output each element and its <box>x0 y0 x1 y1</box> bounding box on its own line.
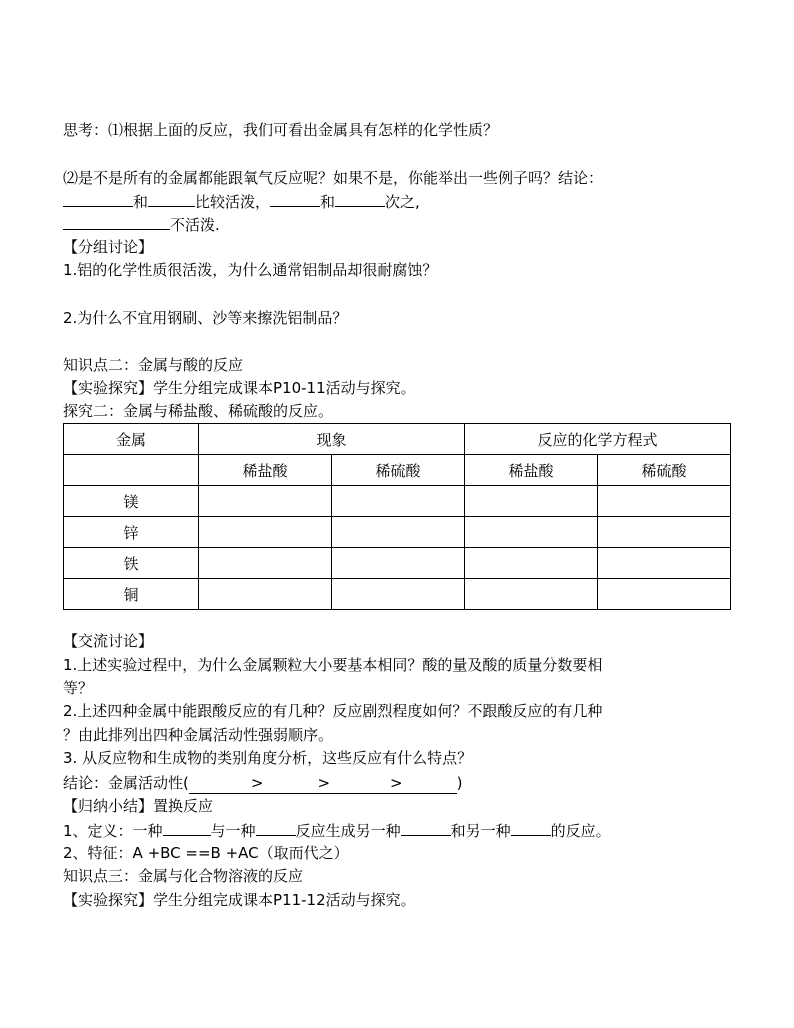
gt-sign: > <box>250 774 264 792</box>
metal-name: 铜 <box>64 579 199 610</box>
blank[interactable] <box>148 191 195 207</box>
definition-text: 和另一种 <box>450 822 511 840</box>
blank[interactable] <box>401 820 451 836</box>
table-header-row <box>64 424 731 455</box>
table-cell[interactable] <box>598 517 731 548</box>
exchange-q1-line1: 1.上述实验过程中，为什么金属颗粒大小要基本相同？酸的量及酸的质量分数要相 <box>63 656 603 674</box>
header-equation: 反应的化学方程式 <box>465 424 731 455</box>
exchange-q2-line2: ？由此排列出四种金属活动性强弱顺序。 <box>63 726 334 744</box>
gt-sign: > <box>390 774 403 792</box>
not-active-text: 不活泼. <box>170 216 220 234</box>
table-cell[interactable] <box>465 548 598 579</box>
table-cell[interactable] <box>465 517 598 548</box>
experiment-instruction: 【实验探究】学生分组完成课本P10-11活动与探究。 <box>63 379 416 397</box>
exchange-q1-line2: 等？ <box>63 679 94 697</box>
table-cell[interactable] <box>332 548 465 579</box>
knowledge-point-3-title: 知识点三：金属与化合物溶液的反应 <box>63 867 304 885</box>
subheader-h2so4: 稀硫酸 <box>598 455 731 486</box>
blank[interactable] <box>335 191 385 207</box>
close-paren: ) <box>456 774 463 792</box>
exchange-q3: 3. 从反应物和生成物的类别角度分析，这些反应有什么特点？ <box>63 749 473 767</box>
definition-line <box>63 820 611 840</box>
gt-sign: > <box>317 774 331 792</box>
conclusion-line-1 <box>63 191 420 211</box>
group-discussion-q2: 2.为什么不宜用钢刷、沙等来擦洗铝制品？ <box>63 309 348 327</box>
table-row <box>64 486 731 517</box>
table-cell[interactable] <box>332 579 465 610</box>
more-active-text: 比较活泼， <box>195 193 271 211</box>
exchange-discussion-title: 【交流讨论】 <box>63 632 154 650</box>
table-cell[interactable] <box>199 579 332 610</box>
definition-text: 1、定义：一种 <box>63 822 163 840</box>
exchange-q2-line1: 2.上述四种金属中能跟酸反应的有几种？反应剧烈程度如何？不跟酸反应的有几种 <box>63 702 603 720</box>
definition-text: 反应生成另一种 <box>295 822 401 840</box>
blank[interactable] <box>511 820 551 836</box>
experiment-instruction-2: 【实验探究】学生分组完成课本P11-12活动与探究。 <box>63 891 416 909</box>
table-cell[interactable] <box>598 548 731 579</box>
table-cell[interactable] <box>332 517 465 548</box>
blank[interactable] <box>63 191 133 207</box>
table-row <box>64 579 731 610</box>
metal-acid-table <box>63 423 731 610</box>
table-cell[interactable] <box>199 517 332 548</box>
table-cell[interactable] <box>199 548 332 579</box>
and-text: 和 <box>320 193 336 211</box>
feature-line: 2、特征：A +BC ==B +AC（取而代之） <box>63 844 349 862</box>
definition-text: 与一种 <box>210 822 256 840</box>
think-question-2: ⑵是不是所有的金属都能跟氧气反应呢？如果不是，你能举出一些例子吗？结论： <box>63 169 604 187</box>
think-question-1: 思考：⑴根据上面的反应，我们可看出金属具有怎样的化学性质？ <box>63 121 499 139</box>
metal-name: 镁 <box>64 486 199 517</box>
table-cell[interactable] <box>598 486 731 517</box>
header-metal: 金属 <box>64 424 199 455</box>
metal-name: 铁 <box>64 548 199 579</box>
table-cell[interactable] <box>465 486 598 517</box>
table-cell[interactable] <box>465 579 598 610</box>
summary-title: 【归纳小结】置换反应 <box>63 797 214 815</box>
table-row <box>64 517 731 548</box>
table-cell <box>64 455 199 486</box>
activity-order-blank[interactable] <box>189 773 457 794</box>
table-row <box>64 548 731 579</box>
blank[interactable] <box>270 191 320 207</box>
blank[interactable] <box>63 214 170 230</box>
group-discussion-q1: 1.铝的化学性质很活泼，为什么通常铝制品却很耐腐蚀？ <box>63 261 438 279</box>
explore-2-title: 探究二：金属与稀盐酸、稀硫酸的反应。 <box>63 402 334 420</box>
conclusion-line-2 <box>63 214 220 234</box>
subheader-hcl: 稀盐酸 <box>465 455 598 486</box>
table-cell[interactable] <box>598 579 731 610</box>
conclusion-prefix: 结论：金属活动性( <box>63 774 189 792</box>
definition-text: 的反应。 <box>550 822 611 840</box>
subheader-hcl: 稀盐酸 <box>199 455 332 486</box>
header-phenomenon: 现象 <box>199 424 465 455</box>
table-subheader-row <box>64 455 731 486</box>
metal-name: 锌 <box>64 517 199 548</box>
blank[interactable] <box>256 820 296 836</box>
table-cell[interactable] <box>199 486 332 517</box>
next-text: 次之, <box>385 193 420 211</box>
subheader-h2so4: 稀硫酸 <box>332 455 465 486</box>
table-cell[interactable] <box>332 486 465 517</box>
blank[interactable] <box>163 820 211 836</box>
group-discussion-title: 【分组讨论】 <box>63 238 154 256</box>
knowledge-point-2-title: 知识点二：金属与酸的反应 <box>63 356 244 374</box>
activity-conclusion <box>63 773 462 793</box>
and-text: 和 <box>133 193 149 211</box>
